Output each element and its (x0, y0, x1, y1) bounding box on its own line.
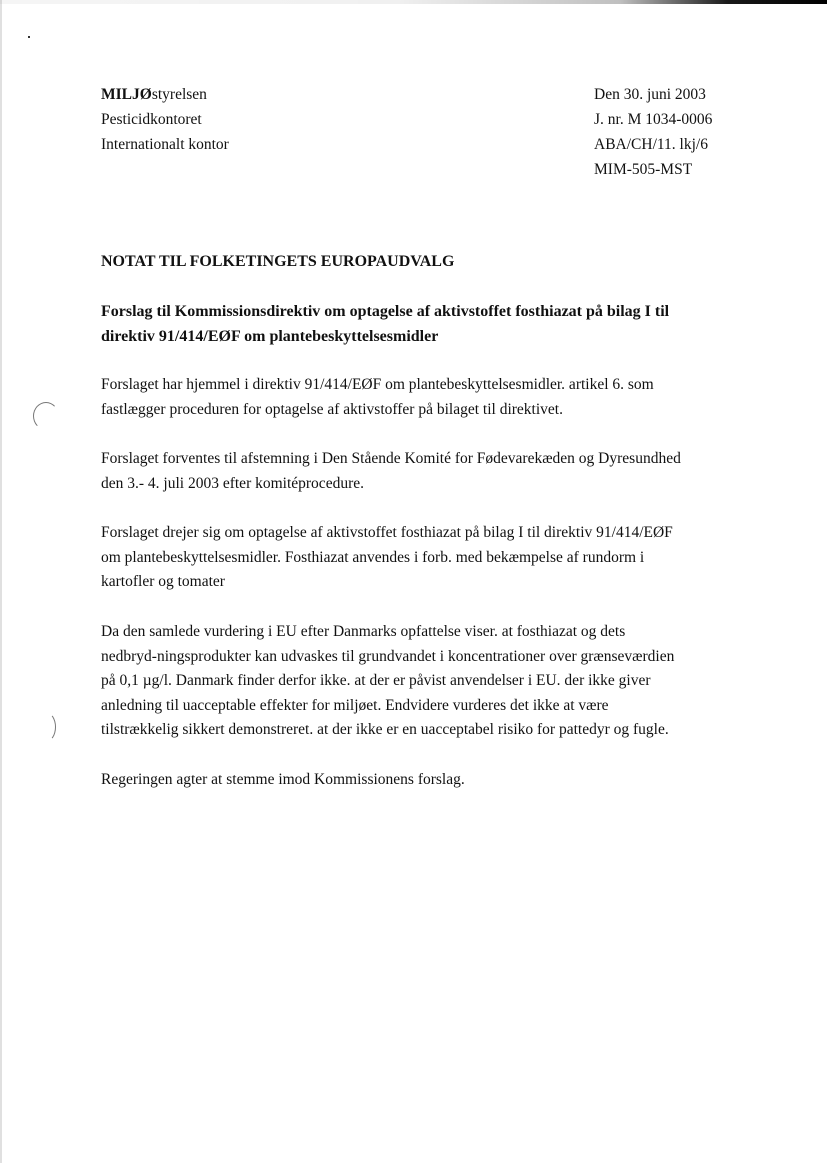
paragraph-line: anledning til uacceptable effekter for miljøet. Endvidere vurderes det ikke at være (101, 696, 609, 714)
subheading-line: direktiv 91/414/EØF om plantebeskyttelsesmidler (101, 328, 439, 345)
document-heading: NOTAT TIL FOLKETINGETS EUROPAUDVALG (101, 253, 455, 270)
paragraph-line: fastlægger proceduren for optagelse af aktivstoffer på bilaget til direktivet. (101, 400, 563, 418)
department-name: Pesticidkontoret (101, 111, 202, 128)
punch-hole-mark (36, 712, 56, 742)
paragraph-line: Forslaget forventes til afstemning i Den Stående Komité for Fødevarekæden og Dyresundhed (101, 450, 681, 467)
reference-block (594, 82, 712, 182)
paragraph-proposal-content (101, 521, 731, 595)
paragraph-line: Forslaget har hjemmel i direktiv 91/414/EØF om plantebeskyttelsesmidler. artikel 6. som (101, 376, 654, 393)
paragraph-vote-date (101, 447, 731, 496)
paragraph-line: Regeringen agter at stemme imod Kommissionens forslag. (101, 771, 465, 788)
paragraph-government-position (101, 768, 731, 793)
organization-name: MILJØstyrelsen (101, 86, 207, 103)
paragraph-line: kartofler og tomater (101, 573, 225, 591)
paragraph-line: Da den samlede vurdering i EU efter Danmarks opfattelse viser. at fosthiazat og dets (101, 623, 626, 640)
paragraph-legal-basis (101, 373, 731, 422)
office-name: Internationalt kontor (101, 136, 229, 153)
author-initials: ABA/CH/11. lkj/6 (594, 136, 708, 153)
journal-number: J. nr. M 1034-0006 (594, 111, 713, 128)
document-date: Den 30. juni 2003 (594, 86, 706, 103)
scan-speck (28, 36, 30, 38)
punch-hole-mark (33, 402, 59, 430)
document-code: MIM-505-MST (594, 161, 693, 178)
document-subheading (101, 299, 731, 349)
subheading-line: Forslag til Kommissionsdirektiv om optagelse af aktivstoffet fosthiazat på bilag I til (101, 303, 670, 320)
scan-edge-left (0, 0, 2, 1163)
paragraph-line: nedbryd-ningsprodukter kan udvaskes til grundvandet i koncentrationer over grænseværdien (101, 647, 675, 665)
scan-edge-top (0, 0, 827, 4)
letterhead (101, 82, 229, 157)
paragraph-line: på 0,1 µg/l. Danmark finder derfor ikke. at der er påvist anvendelser i EU. der ikke giver (101, 672, 651, 690)
paragraph-assessment (101, 620, 731, 743)
paragraph-line: tilstrækkelig sikkert demonstreret. at der ikke er en uacceptabel risiko for pattedyr og fugle. (101, 721, 669, 739)
paragraph-line: den 3.- 4. juli 2003 efter komitéprocedure. (101, 474, 364, 492)
paragraph-line: Forslaget drejer sig om optagelse af aktivstoffet fosthiazat på bilag I til direktiv 91/414/EØF (101, 524, 673, 541)
paragraph-line: om plantebeskyttelsesmidler. Fosthiazat anvendes i forb. med bekæmpelse af rundorm i (101, 548, 645, 566)
